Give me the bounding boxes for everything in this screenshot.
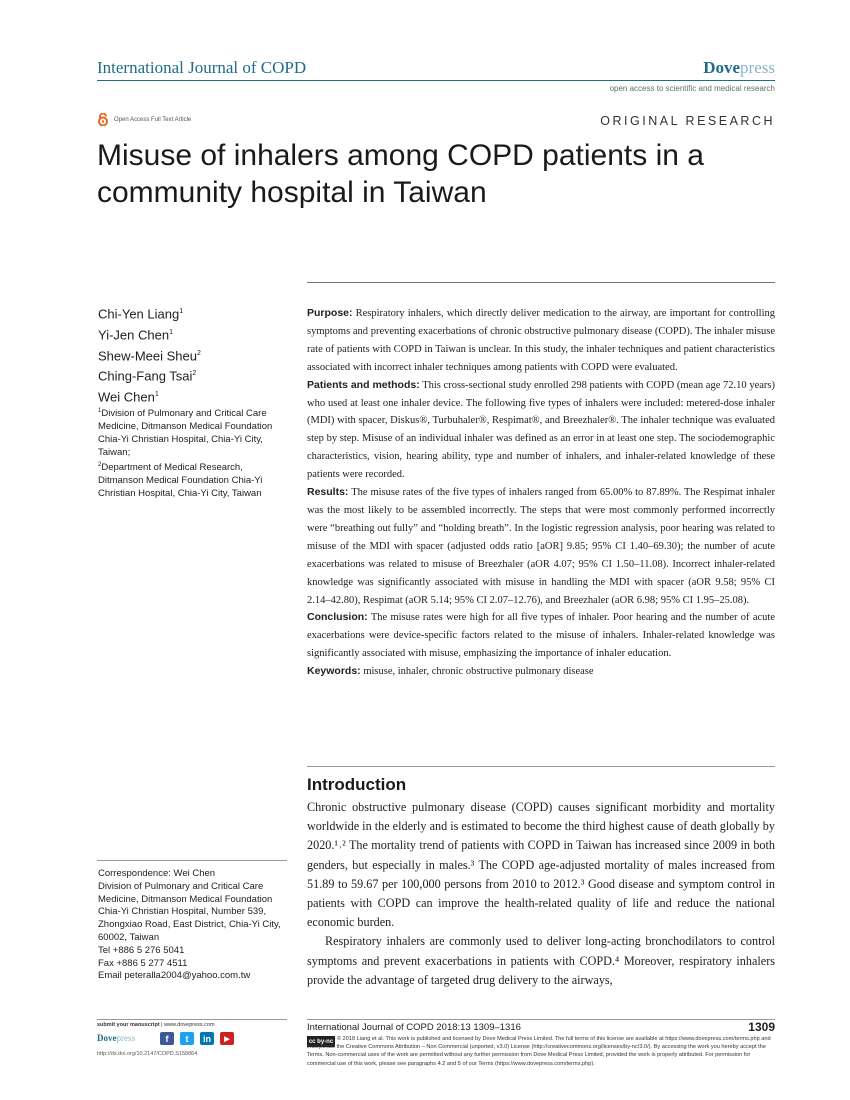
doi-link[interactable]: http://dx.doi.org/10.2147/COPD.S158864 <box>97 1051 198 1057</box>
author: Chi-Yen Liang$^1$ <box>98 306 184 322</box>
author: Shew-Meei Sheu$^2$ <box>98 347 201 363</box>
brand-light: press <box>740 58 775 77</box>
footer-divider-left <box>97 1019 287 1020</box>
author-list <box>98 303 201 407</box>
footer-publisher-logo: Dovepress <box>97 1033 135 1043</box>
footer-citation: International Journal of COPD 2018:13 1309–1316 <box>307 1022 521 1033</box>
affiliation-2: $^2$Department of Medical Research, Ditmanson Medical Foundation Chia-Yi Christian Hospital, Chia-Yi City, Taiwan <box>98 462 263 500</box>
article-title: Misuse of inhalers among COPD patients in a community hospital in Taiwan <box>97 139 704 209</box>
abstract-conclusion: Conclusion: The misuse rates were high for all five types of inhaler. Poor hearing and the number of acute exacerbations were device-specific factors related to the misuse of inhalers. Inhaler-related knowledge was significantly associated with misuse, emphasizing the importance of inhaler education. <box>307 611 776 660</box>
abstract-purpose: Purpose: Respiratory inhalers, which directly deliver medication to the airway, are important for controlling symptoms and preventing exacerbations of chronic obstructive pulmonary disease (COPD). The inhaler misuse rate of patients with COPD in Taiwan is unclear. In this study, the inhaler techniques and patient characteristics associated with incorrect inhaler techniques among patients with COPD were evaluated. <box>307 307 775 373</box>
correspondence-divider <box>97 860 287 861</box>
abstract <box>307 305 775 681</box>
twitter-icon[interactable]: t <box>180 1032 194 1045</box>
section-heading: Introduction <box>307 775 407 794</box>
publisher-logo <box>703 58 775 78</box>
correspondence-tel: Tel +886 5 276 5041 <box>98 944 185 956</box>
intro-body <box>307 798 775 990</box>
page-number: 1309 <box>748 1020 775 1034</box>
brand-bold: Dove <box>703 58 741 77</box>
open-access-label: Open Access Full Text Article <box>114 116 192 123</box>
license-text: © 2018 Liang et al. This work is published and licensed by Dove Medical Press Limited. The full terms of this license are available at https://www.dovepress.com/terms.php and incorporate the Creative Commons Attribution – Non Commercial (unported, v3.0) License (http://creativecommons.org/licenses/by-nc/3.0/). By accessing the work you hereby accept the Terms. Non-commercial uses of the work are permitted without any further permission from Dove Medical Press Limited, provided the work is properly attributed. For permission for commercial use of this work, please see paragraphs 4.2 and 5 of our Terms (https://www.dovepress.com/terms.php). <box>307 1036 771 1067</box>
abstract-keywords: Keywords: misuse, inhaler, chronic obstructive pulmonary disease <box>307 665 594 678</box>
author: Wei Chen$^1$ <box>98 389 159 405</box>
abstract-results: Results: The misuse rates of the five types of inhalers ranged from 65.00% to 87.89%. The Respimat inhaler was the most likely to be assembled incorrectly. The steps that were most commonly performed incorrectly were “breathing out fully” and “holding breath”. In the logistic regression analysis, poor hearing was related to misuse of the MDI with spacer (adjusted odds ratio [aOR] 9.85; 95% CI 1.40–69.30); the number of acute exacerbations was related to misuse of Breezhaler (aOR 4.07; 95% CI 1.50–11.08). Incorrect inhaler-related knowledge was significantly associated with misuse in handling the MDI with spacer (aOR 9.58; 95% CI 2.14–42.80), Respimat (aOR 5.14; 95% CI 2.07–12.76), and Breezhaler (aOR 6.98; 95% CI 1.95–25.08). <box>307 486 775 606</box>
footer-divider-right <box>307 1019 775 1020</box>
intro-paragraph-1: Chronic obstructive pulmonary disease (COPD) causes significant morbidity and mortality worldwide in the elderly and is estimated to become the third highest cause of death globally by 2020.¹˒² The mortality trend of patients with COPD in Taiwan has increased since 2009 in both genders, but especially in males.³ The COPD age-adjusted mortality of males increased from 51.89 to 59.67 per 100,000 persons from 2010 to 2012.³ Good disease and symptom control in patients with COPD can improve the health-related quality of life and reduce the national economic burden. <box>307 800 775 930</box>
youtube-icon[interactable]: ▶ <box>220 1032 234 1045</box>
author: Yi-Jen Chen$^1$ <box>98 327 173 343</box>
intro-paragraph-2: Respiratory inhalers are commonly used to deliver long-acting bronchodilators to control symptoms and prevent exacerbations in patients with COPD.⁴ Moreover, respiratory inhalers provide the advantage of targeted drug delivery to the airways, <box>307 934 775 987</box>
abstract-divider <box>307 282 775 283</box>
intro-divider <box>307 766 775 767</box>
publisher-tagline: open access to scientific and medical research <box>609 84 775 93</box>
open-access-lock-icon <box>97 113 109 126</box>
article-type: ORIGINAL RESEARCH <box>600 114 775 128</box>
linkedin-icon[interactable]: in <box>200 1032 214 1045</box>
correspondence <box>98 868 283 983</box>
open-access-badge <box>97 113 191 126</box>
affiliation-1: $^1$Division of Pulmonary and Critical Care Medicine, Ditmanson Medical Foundation Chia-Yi Christian Hospital, Chia-Yi City, Taiwan; <box>98 408 273 458</box>
correspondence-label: Correspondence: Wei Chen <box>98 868 216 879</box>
creative-commons-icon: cc by-nc <box>307 1036 335 1047</box>
author: Ching-Fang Tsai$^2$ <box>98 368 197 384</box>
affiliations <box>98 405 278 501</box>
social-links <box>160 1032 234 1045</box>
submit-manuscript-link[interactable]: submit your manuscript | www.dovepress.com <box>97 1022 215 1028</box>
abstract-methods: Patients and methods: This cross-sectional study enrolled 298 patients with COPD (mean age 72.10 years) who used at least one inhaler device. The following five types of inhalers were included: metered-dose inhaler (MDI) with spacer, Diskus®, Turbuhaler®, Respimat®, and Breezhaler®. The inhaler technique was evaluated step by step. Misuse of an individual inhaler was defined as an error in at least one step. The sociodemographic characteristics, vision, hearing ability, type and number of inhalers, and inhaler-related knowledge of these patients were recorded. <box>307 378 776 481</box>
correspondence-email[interactable]: Email peteralla2004@yahoo.com.tw <box>98 970 251 982</box>
facebook-icon[interactable]: f <box>160 1032 174 1045</box>
correspondence-fax: Fax +886 5 277 4511 <box>98 957 188 969</box>
journal-title: International Journal of COPD <box>97 58 307 77</box>
header-divider <box>97 80 775 81</box>
correspondence-address: Division of Pulmonary and Critical Care Medicine, Ditmanson Medical Foundation Chia-Yi Christian Hospital, Number 539, Zhongxiao Road, East District, Chia-Yi City, 60002, Taiwan <box>98 880 281 943</box>
